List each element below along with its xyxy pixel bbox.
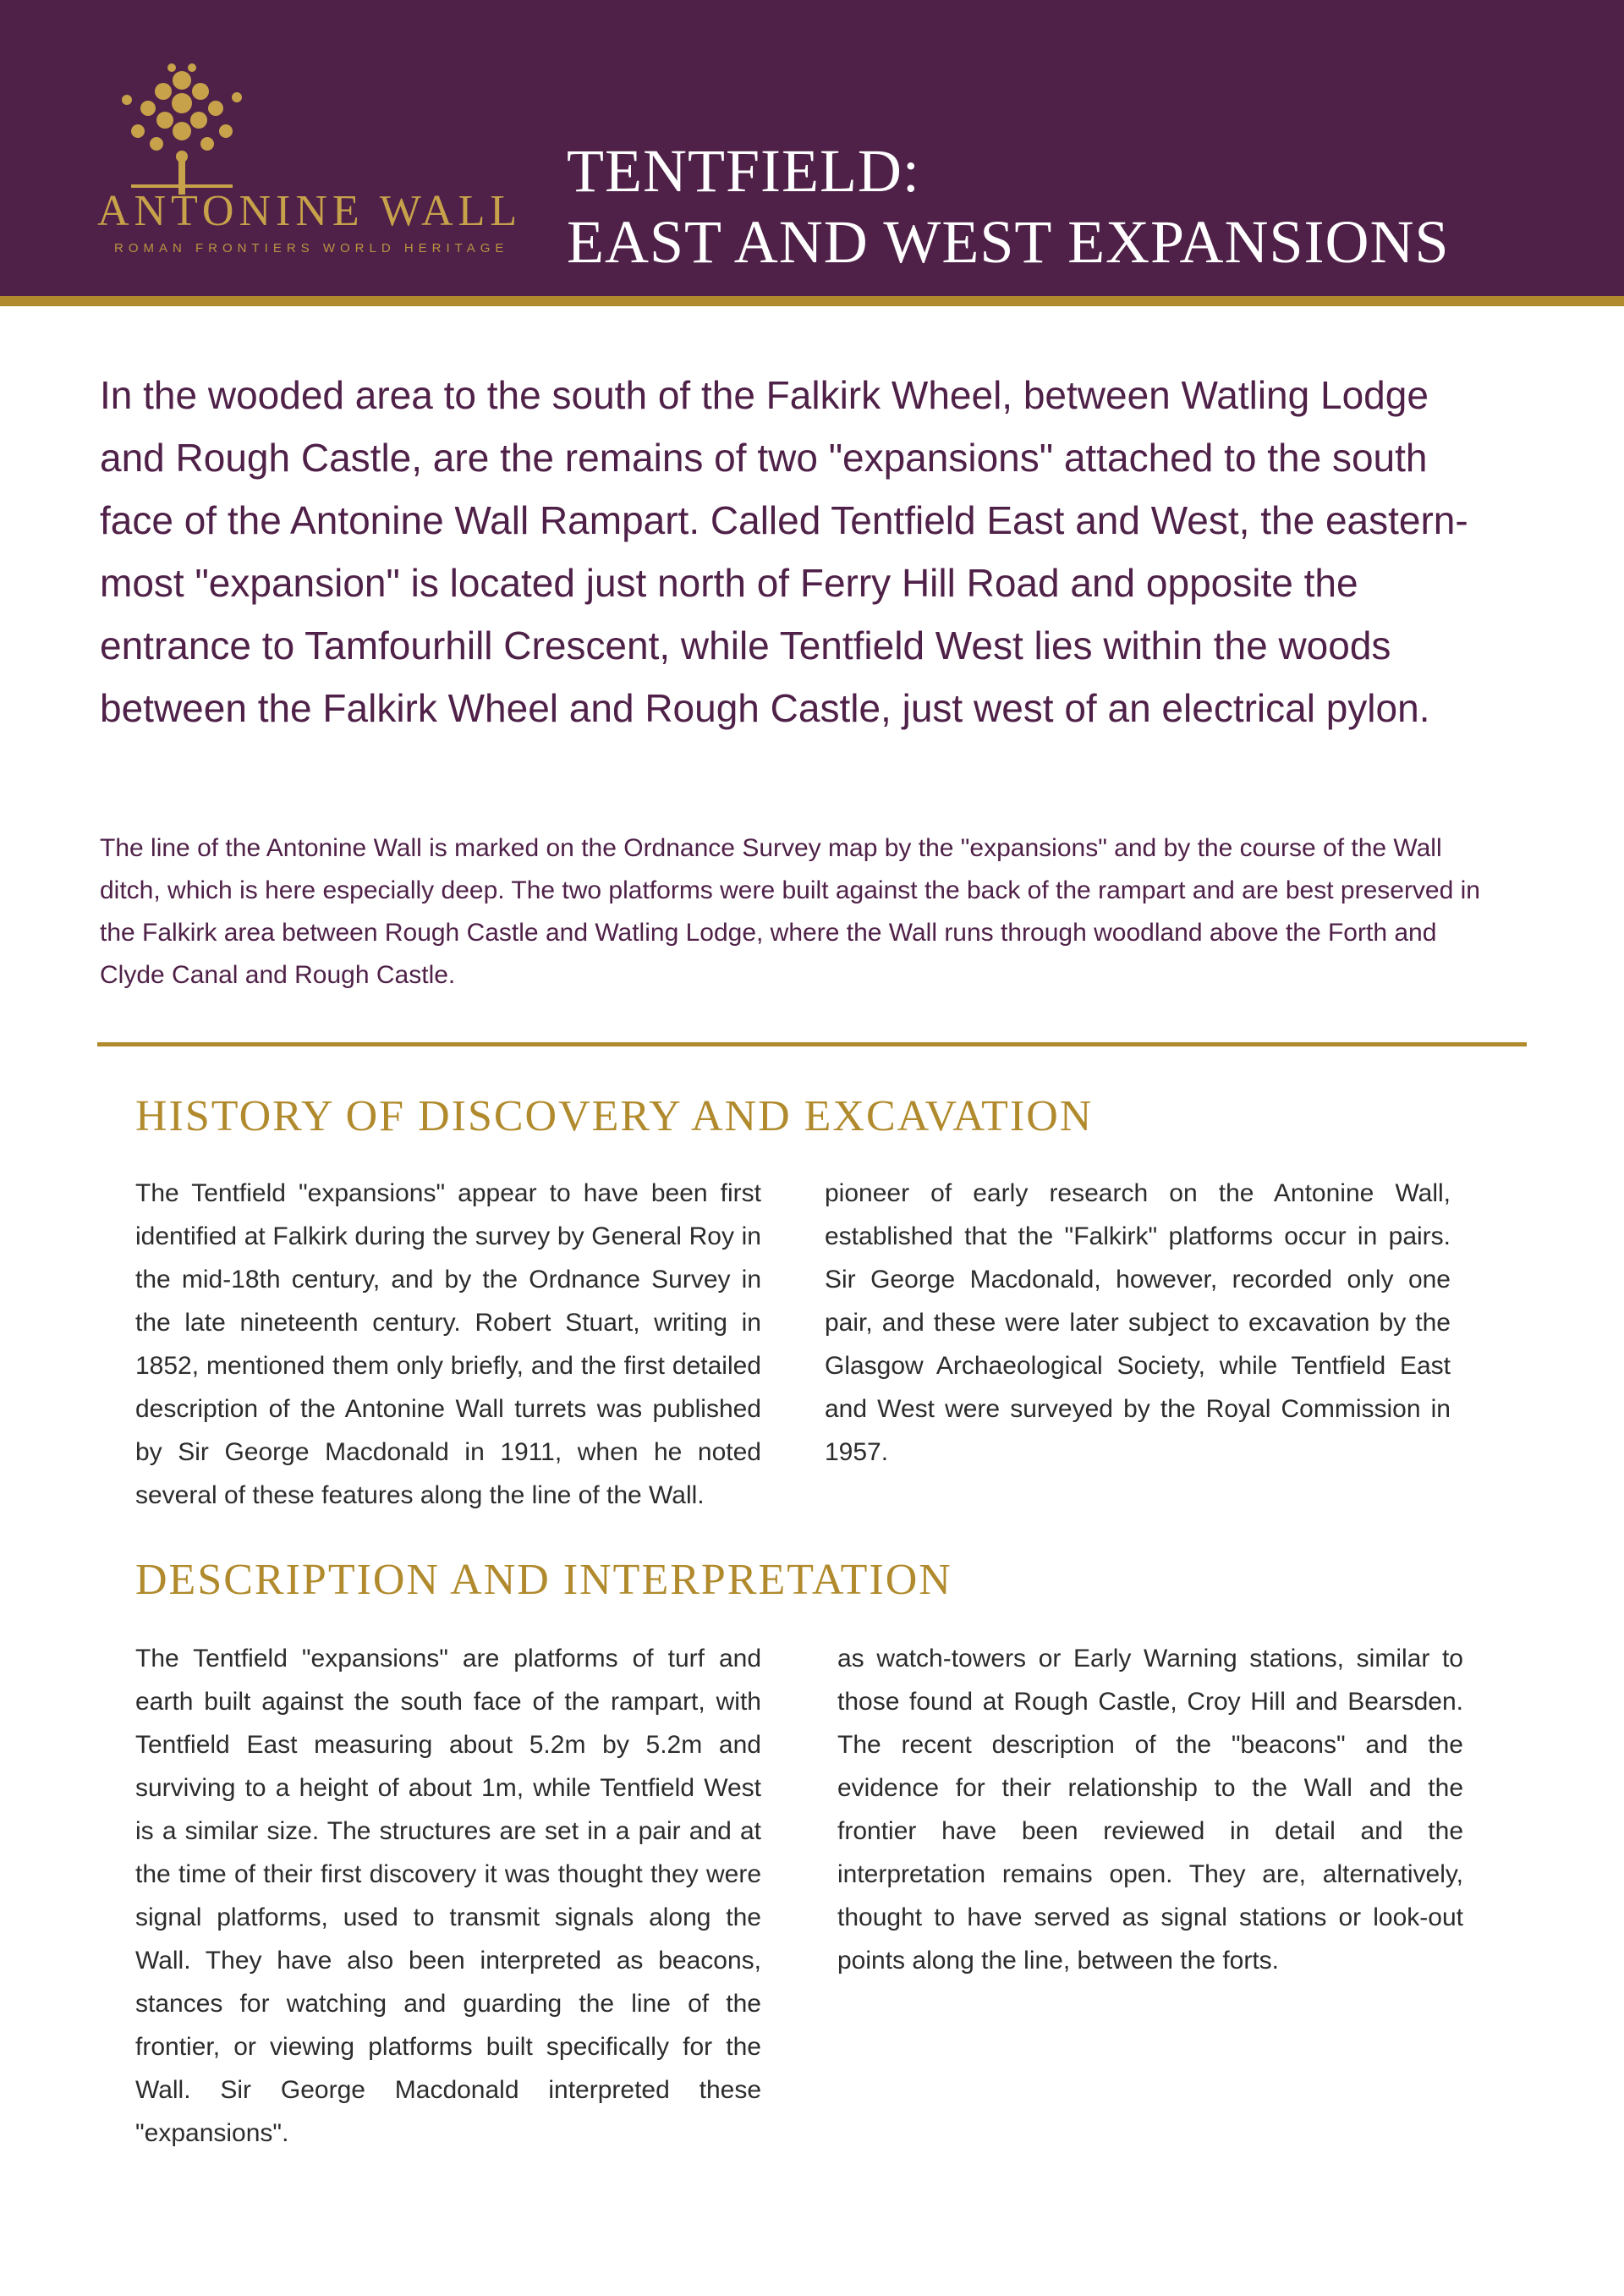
page-title: [567, 135, 1582, 277]
section-heading-history: HISTORY OF DISCOVERY AND EXCAVATION: [135, 1092, 1094, 1140]
section-heading-description: DESCRIPTION AND INTERPRETATION: [135, 1556, 952, 1604]
description-column-right: as watch-towers or Early Warning stations, similar to those found at Rough Castle, Croy Hill and Bearsden. The recent description of the "beacons" and the evidence for their relationship to the Wall and the frontier have been reviewed in detail and the interpretation remains open. They are, alternatively, thought to have served as signal stations or look-out points along the line, between the forts.: [837, 1645, 1463, 1975]
logo-wordmark: ANTONINE WALL: [97, 187, 523, 235]
page-title-line-1: TENTFIELD:: [567, 137, 920, 205]
summary-paragraph: The line of the Antonine Wall is marked on the Ordnance Survey map by the "expansions" and by the course of the Wall ditch, which is here especially deep. The two platforms were built against the back of the rampart and are best preserved in the Falkirk area between Rough Castle and Watling Lodge, where the Wall runs through woodland above the Forth and Clyde Canal and Rough Castle.: [100, 834, 1480, 989]
description-column-left: The Tentfield "expansions" are platforms of turf and earth built against the south face of the rampart, with Tentfield East measuring about 5.2m by 5.2m and surviving to a height of about 1m, while Tentfield West is a similar size. The structures are set in a pair and at the time of their first discovery it was thought they were signal platforms, used to transmit signals along the Wall. They have also been interpreted as beacons, stances for watching and guarding the line of the frontier, or viewing platforms built specifically for the Wall. Sir George Macdonald interpreted these "expansions".: [135, 1645, 761, 2147]
header-gold-rule: [0, 296, 1624, 306]
logo-tagline: ROMAN FRONTIERS WORLD HERITAGE: [114, 241, 509, 255]
page-title-line-2: EAST AND WEST EXPANSIONS: [567, 208, 1450, 276]
history-column-left: The Tentfield "expansions" appear to have been first identified at Falkirk during the survey by General Roy in the mid-18th century, and by the Ordnance Survey in the late nineteenth century. Robert Stuart, writing in 1852, mentioned them only briefly, and the first detailed description of the Antonine Wall turrets was published by Sir George Macdonald in 1911, when he noted several of these features along the line of the Wall.: [135, 1179, 761, 1509]
section-divider: [97, 1042, 1527, 1046]
intro-paragraph: In the wooded area to the south of the Falkirk Wheel, between Watling Lodge and Rough Castle, are the remains of two "expansions" attached to the south face of the Antonine Wall Rampart. Called Tentfield East and West, the eastern-most "expansion" is located just north of Ferry Hill Road and opposite the entrance to Tamfourhill Crescent, while Tentfield West lies within the woods between the Falkirk Wheel and Rough Castle, just west of an electrical pylon.: [100, 373, 1468, 730]
antonine-wall-logo: [97, 59, 523, 262]
history-column-right: pioneer of early research on the Antonine Wall, established that the "Falkirk" platforms occur in pairs. Sir George Macdonald, however, recorded only one pair, and these were later subject to excavation by the Glasgow Archaeological Society, while Tentfield East and West were surveyed by the Royal Commission in 1957.: [825, 1179, 1451, 1466]
tree-emblem-icon: [97, 59, 275, 199]
